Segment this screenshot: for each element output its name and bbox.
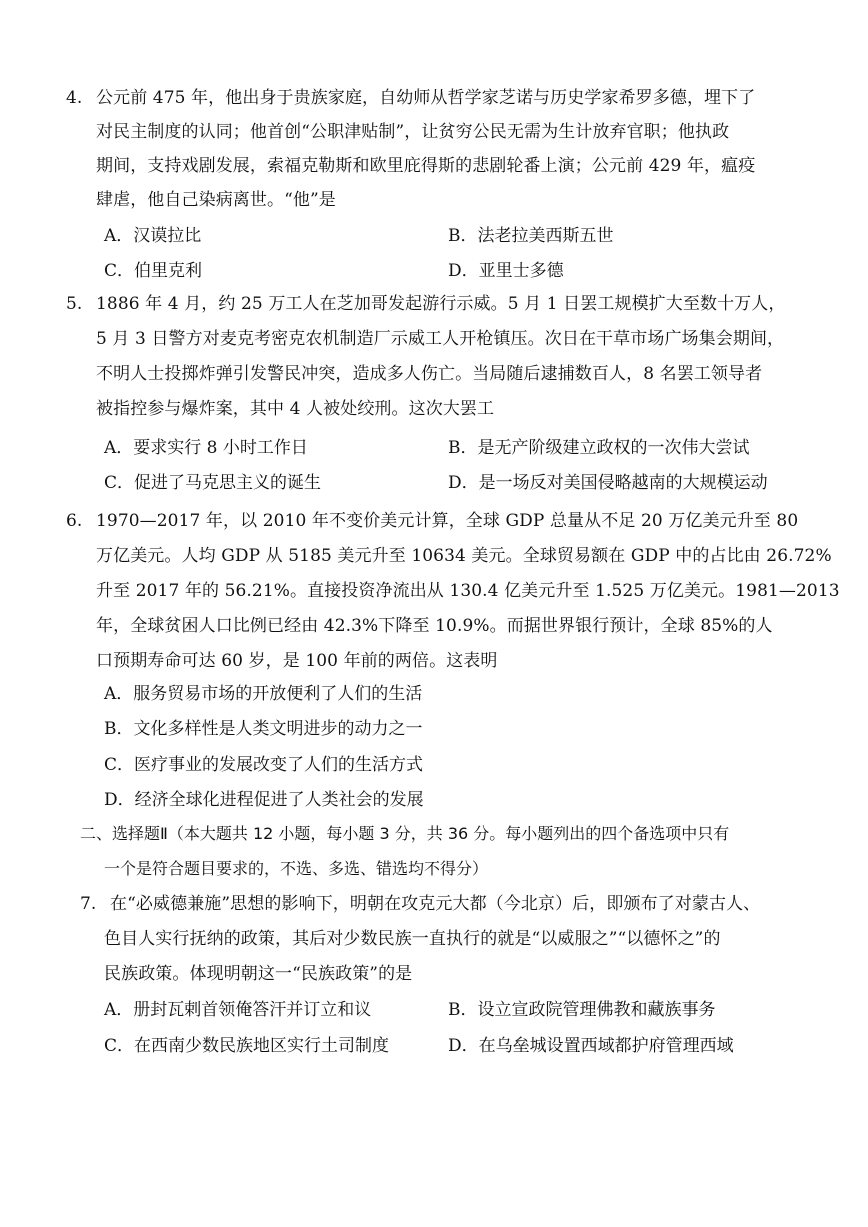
question-6-option-a: A．服务贸易市场的开放便利了人们的生活: [104, 684, 423, 704]
question-4-option-a: A．汉谟拉比: [104, 226, 202, 246]
question-4-stem-line-4: 肆虐，他自己染病离世。“他”是: [96, 190, 336, 210]
question-6-stem-line-4: 年，全球贫困人口比例已经由 42.3%下降至 10.9%。而据世界银行预计，全球 85%的人: [96, 616, 773, 636]
question-6-number: 6.: [66, 511, 83, 531]
section-2-heading-line-2: 一个是符合题目要求的，不选、多选、错选均不得分）: [104, 859, 489, 878]
question-6-option-c: C．医疗事业的发展改变了人们的生活方式: [104, 755, 424, 775]
question-4-option-b: B．法老拉美西斯五世: [448, 226, 614, 246]
question-4-stem-line-1: 4. 公元前 475 年，他出身于贵族家庭，自幼师从哲学家芝诺与历史学家希罗多德，埋下了: [66, 88, 756, 108]
question-7-number: 7.: [80, 894, 97, 914]
question-6-stem-line-5: 口预期寿命可达 60 岁，是 100 年前的两倍。这表明: [96, 651, 498, 671]
question-4-option-c: C．伯里克利: [104, 261, 203, 281]
section-2-heading-line-1: 二、选择题Ⅱ（本大题共 12 小题，每小题 3 分，共 36 分。每小题列出的四个备选项中只有: [80, 824, 730, 843]
question-7-option-d: D．在乌垒城设置西域都护府管理西域: [448, 1036, 734, 1056]
question-6-stem-line-1: 6. 1970—2017 年，以 2010 年不变价美元计算，全球 GDP 总量从不足 20 万亿美元升至 80: [66, 511, 799, 531]
question-5-stem-line-4: 被指控参与爆炸案，其中 4 人被处绞刑。这次大罢工: [96, 399, 495, 419]
question-7-option-a: A．册封瓦剌首领俺答汗并订立和议: [104, 1000, 372, 1020]
question-5-stem-line-3: 不明人士投掷炸弹引发警民冲突，造成多人伤亡。当局随后逮捕数百人，8 名罢工领导者: [96, 364, 763, 384]
question-5-option-a: A．要求实行 8 小时工作日: [104, 438, 308, 458]
question-4-stem-line-3: 期间，支持戏剧发展，索福克勒斯和欧里庇得斯的悲剧轮番上演；公元前 429 年，瘟疫: [96, 156, 756, 176]
question-5-option-b: B．是无产阶级建立政权的一次伟大尝试: [448, 438, 750, 458]
question-4-stem-line-2: 对民主制度的认同；他首创“公职津贴制”，让贫穷公民无需为生计放弃官职；他执政: [96, 122, 730, 142]
question-6-stem-line-2: 万亿美元。人均 GDP 从 5185 美元升至 10634 美元。全球贸易额在 GDP 中的占比由 26.72%: [96, 546, 832, 566]
question-5-stem-line-2: 5 月 3 日警方对麦克考密克农机制造厂示威工人开枪镇压。次日在干草市场广场集会期间，: [96, 329, 785, 349]
question-4-number: 4.: [66, 88, 83, 108]
question-6-stem-line-3: 升至 2017 年的 56.21%。直接投资净流出从 130.4 亿美元升至 1.525 万亿美元。1981—2013: [96, 581, 840, 601]
question-7-stem-line-2: 色目人实行抚纳的政策，其后对少数民族一直执行的就是“以威服之”“以德怀之”的: [104, 929, 721, 949]
question-7-stem-line-3: 民族政策。体现明朝这一“民族政策”的是: [104, 964, 413, 984]
question-5-number: 5.: [66, 294, 83, 314]
question-5-option-c: C．促进了马克思主义的诞生: [104, 473, 322, 493]
question-7-option-b: B．设立宣政院管理佛教和藏族事务: [448, 1000, 716, 1020]
question-6-option-b: B．文化多样性是人类文明进步的动力之一: [104, 719, 423, 739]
question-7-stem-line-1: 7. 在“必威德兼施”思想的影响下，明朝在攻克元大都（今北京）后，即颁布了对蒙古人、: [80, 894, 761, 914]
question-7-option-c: C．在西南少数民族地区实行土司制度: [104, 1036, 390, 1056]
question-6-option-d: D．经济全球化进程促进了人类社会的发展: [104, 790, 424, 810]
question-5-stem-line-1: 5. 1886 年 4 月，约 25 万工人在芝加哥发起游行示威。5 月 1 日罢工规模扩大至数十万人，: [66, 294, 786, 314]
question-4-option-d: D．亚里士多德: [448, 261, 564, 281]
question-5-option-d: D．是一场反对美国侵略越南的大规模运动: [448, 473, 768, 493]
